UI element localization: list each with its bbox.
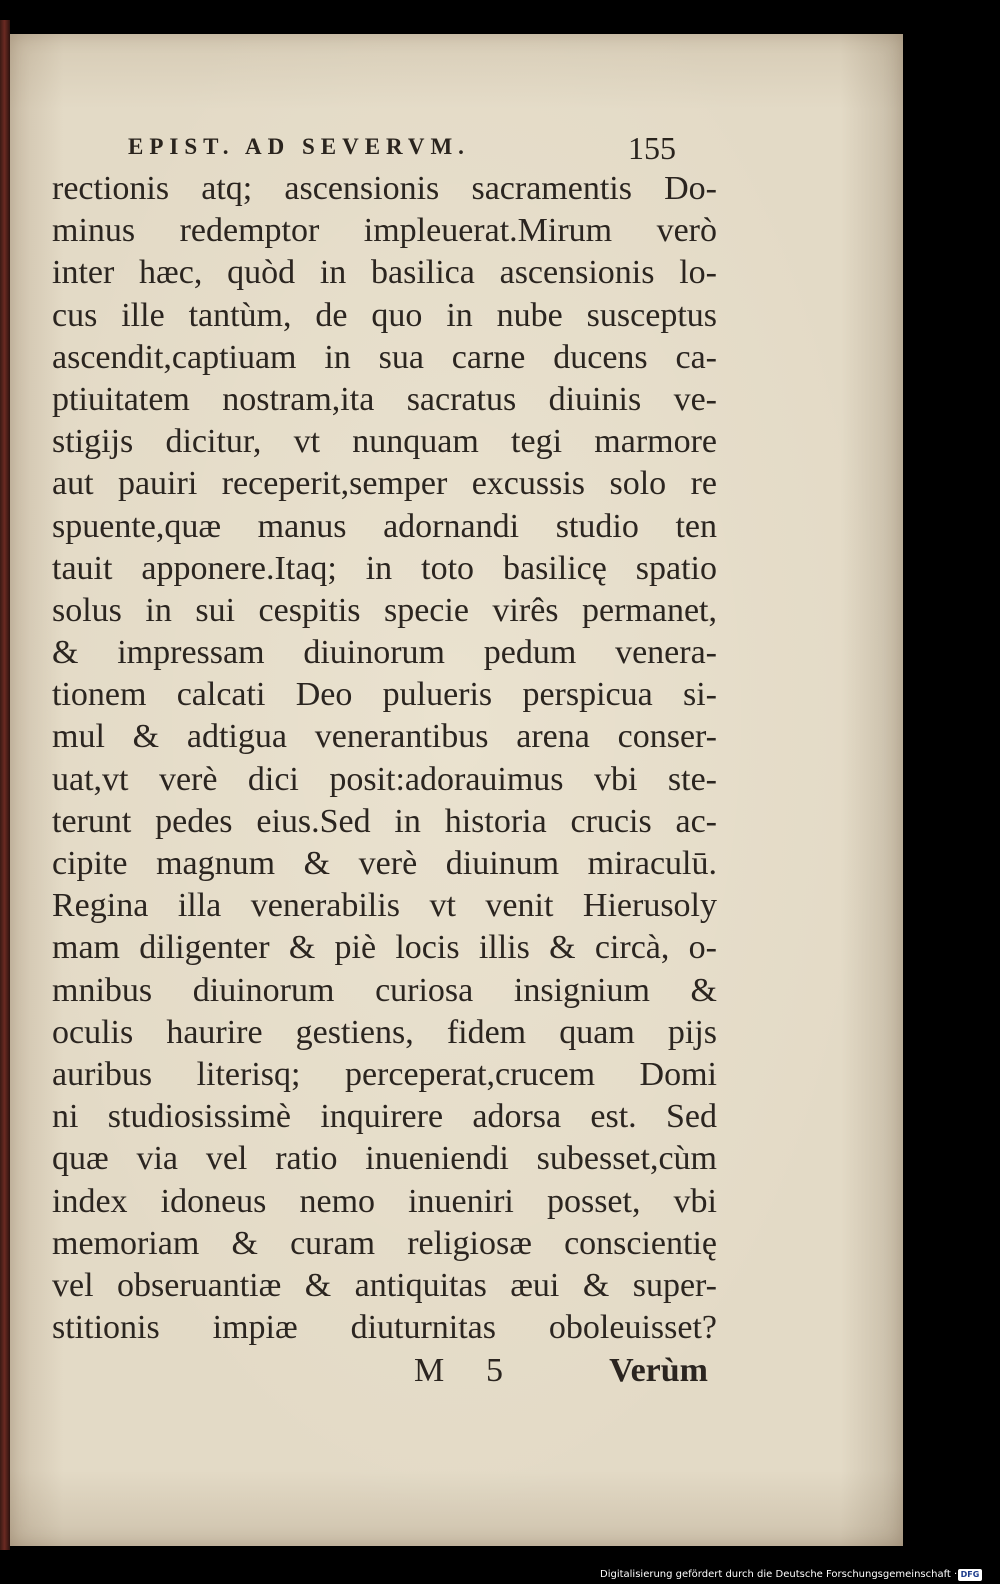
text-line: mnibus diuinorum curiosa insignium & <box>52 971 717 1009</box>
page-number: 155 <box>628 130 676 166</box>
running-title: EPIST. AD SEVERVM. <box>128 134 470 159</box>
text-line: stitionis impiæ diuturnitas oboleuisset? <box>52 1309 717 1347</box>
book-page <box>10 34 903 1546</box>
text-line: quæ via vel ratio inueniendi subesset,cùm <box>52 1140 717 1178</box>
text-line: rectionis atq; ascensionis sacramentis Do- <box>52 170 717 207</box>
dfg-logo-text: DFG <box>960 1570 980 1579</box>
text-line: ni studiosissimè inquirere adorsa est. Sed <box>52 1098 717 1136</box>
text-line: index idoneus nemo inueniri posset, vbi <box>52 1182 717 1220</box>
text-line: tionem calcati Deo pulueris perspicua si- <box>52 676 717 714</box>
text-line: inter hæc, quòd in basilica ascensionis lo- <box>52 254 717 292</box>
text-line: tauit apponere.Itaq; in toto basilicę spatio <box>52 549 717 587</box>
signature-number: 5 <box>486 1352 503 1389</box>
text-line: Regina illa venerabilis vt venit Hierusoly <box>52 887 717 925</box>
text-line: solus in sui cespitis specie virês permanet, <box>52 591 717 629</box>
signature-line <box>414 1352 708 1396</box>
text-line: cus ille tantùm, de quo in nube susceptus <box>52 296 717 334</box>
text-line: ascendit,captiuam in sua carne ducens ca- <box>52 338 717 376</box>
running-head <box>128 130 688 170</box>
text-line: oculis haurire gestiens, fidem quam pijs <box>52 1013 717 1051</box>
digitization-credit: Digitalisierung gefördert durch die Deutsche Forschungsgemeinschaft · <box>600 1569 958 1580</box>
text-line: auribus literisq; perceperat,crucem Domi <box>52 1055 717 1093</box>
dfg-logo-icon <box>958 1569 982 1581</box>
text-line: memoriam & curam religiosæ conscientię <box>52 1224 717 1262</box>
text-line: uat,vt verè dici posit:adorauimus vbi ste- <box>52 760 717 798</box>
catchword: Verùm <box>609 1352 708 1389</box>
text-line: mul & adtigua venerantibus arena conser- <box>52 718 717 756</box>
text-line: vel obseruantiæ & antiquitas æui & super- <box>52 1266 717 1304</box>
book-edge <box>0 20 10 1550</box>
text-line: terunt pedes eius.Sed in historia crucis ac- <box>52 802 717 840</box>
text-line: spuente,quæ manus adornandi studio ten <box>52 507 717 545</box>
text-line: minus redemptor impleuerat.Mirum verò <box>52 212 717 250</box>
text-line: cipite magnum & verè diuinum miraculū. <box>52 845 717 882</box>
text-line: stigijs dicitur, vt nunquam tegi marmore <box>52 423 717 461</box>
text-line: mam diligenter & piè locis illis & circà, o- <box>52 929 717 967</box>
text-line: aut pauiri receperit,semper excussis solo re <box>52 465 717 503</box>
text-line: & impressam diuinorum pedum venera- <box>52 634 717 672</box>
text-line: ptiuitatem nostram,ita sacratus diuinis ve- <box>52 380 717 418</box>
signature-mark: M <box>414 1352 445 1389</box>
body-text <box>52 168 717 1349</box>
